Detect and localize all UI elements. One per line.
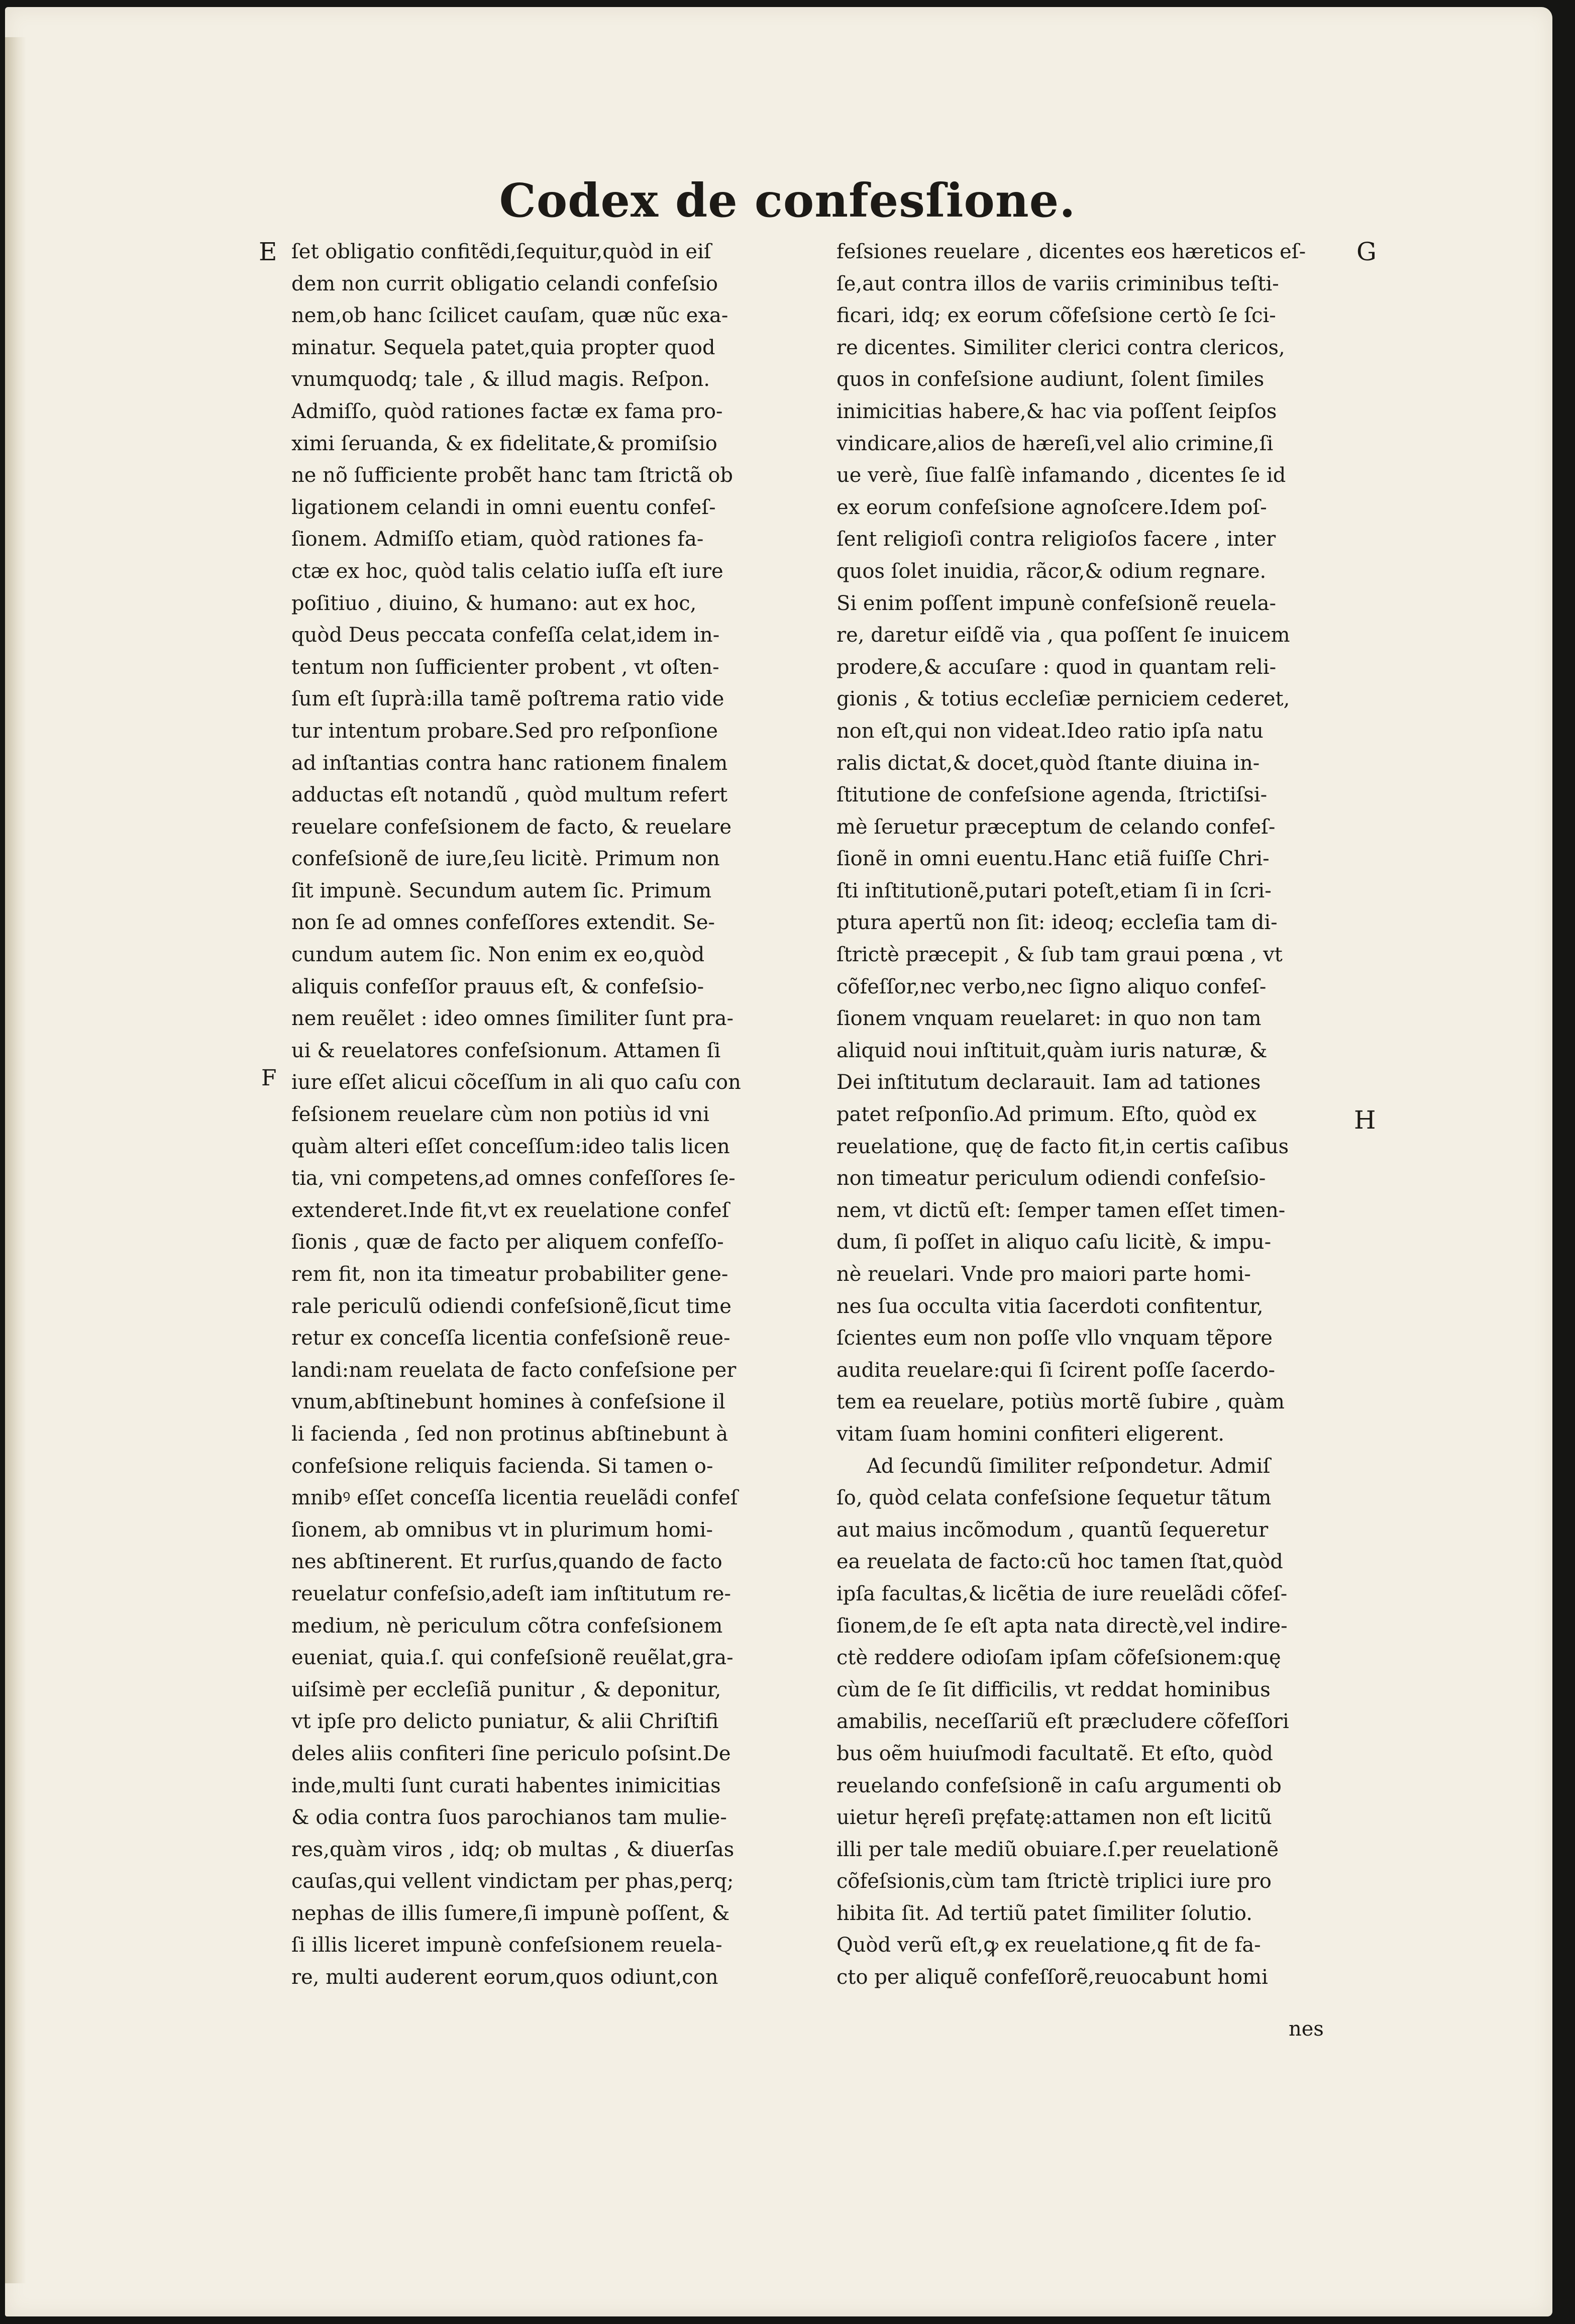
right-column-line: non eſt,qui non videat.Ideo ratio ipſa natu	[836, 719, 1264, 743]
right-column-line: feſsiones reuelare , dicentes eos hæreticos eſ-	[836, 240, 1306, 263]
left-column-line: Admiſſo, quòd rationes factæ ex fama pro-	[291, 399, 723, 423]
right-column-line: non timeatur periculum odiendi confeſsio-	[836, 1167, 1266, 1190]
right-column-line: audita reuelare:qui ſi ſcirent poſſe ſacerdo-	[836, 1358, 1276, 1382]
right-column-line: ſcientes eum non poſſe vllo vnquam tẽpore	[836, 1327, 1273, 1350]
left-column-line: reuelare confeſsionem de facto, & reuelare	[291, 815, 731, 839]
left-column-line: vnum,abſtinebunt homines à confeſsione il	[291, 1390, 725, 1414]
right-column-line: vitam ſuam homini confiteri eligerent.	[836, 1422, 1225, 1446]
left-column-line: inde,multi ſunt curati habentes inimicitias	[291, 1774, 721, 1797]
right-column-line: quos ſolet inuidia, rãcor,& odium regnare.	[836, 559, 1267, 583]
left-column-line: ſum eſt ſuprà:illa tamẽ poſtrema ratio vide	[291, 687, 724, 711]
page-gutter-shadow	[5, 37, 26, 2283]
right-column-line: cto per aliquẽ confeſſorẽ,reuocabunt homi	[836, 1966, 1268, 1989]
left-column-line: ſionem, ab omnibus vt in plurimum homi-	[291, 1518, 713, 1542]
left-column-line: vnumquodq; tale , & illud magis. Reſpon.	[291, 368, 710, 391]
catchword: nes	[1289, 2017, 1324, 2041]
left-column-line: rem fit, non ita timeatur probabiliter gene-	[291, 1263, 728, 1286]
left-column-line: ne nõ ſufficiente probẽt hanc tam ſtrictã ob	[291, 464, 733, 487]
left-column-line: cauſas,qui vellent vindictam per phas,perq;	[291, 1870, 734, 1893]
left-column-line: re, multi auderent eorum,quos odiunt,con	[291, 1966, 718, 1989]
left-column-line: nem,ob hanc ſcilicet cauſam, quæ nũc exa-	[291, 304, 728, 328]
left-column-line: ſionem. Admiſſo etiam, quòd rationes fa-	[291, 528, 704, 551]
left-column-line: ligationem celandi in omni euentu confeſ-	[291, 495, 716, 519]
right-column-line: ea reuelata de facto:cũ hoc tamen ſtat,quòd	[836, 1550, 1283, 1574]
left-column-line: iure eſſet alicui cõceſſum in ali quo caſu con	[291, 1071, 741, 1094]
left-column-line: ſet obligatio confitẽdi,ſequitur,quòd in eiſ	[291, 240, 711, 263]
right-column-line: gionis , & totius eccleſiæ perniciem cederet,	[836, 687, 1290, 711]
left-column-line: ui & reuelatores confeſsionum. Attamen ſi	[291, 1039, 721, 1062]
right-column-line: ptura apertũ non ſit: ideoq; eccleſia tam di-	[836, 911, 1278, 935]
left-column-line: ſit impunè. Secundum autem ſic. Primum	[291, 879, 712, 902]
left-column-line: extenderet.Inde fit,vt ex reuelatione confeſ	[291, 1198, 729, 1222]
left-column-line: dem non currit obligatio celandi confeſsio	[291, 272, 718, 295]
right-column-line: ſionẽ in omni euentu.Hanc etiã fuiſſe Chri-	[836, 847, 1270, 871]
margin-letter-e: E	[259, 237, 277, 266]
left-column-line: reuelatur confeſsio,adeſt iam inſtitutum re-	[291, 1582, 731, 1605]
right-column-line: Dei inſtitutum declarauit. Iam ad tationes	[836, 1071, 1261, 1094]
right-column-line: patet reſponſio.Ad primum. Eſto, quòd ex	[836, 1103, 1257, 1127]
right-column-line: amabilis, neceſſariũ eſt præcludere cõfeſſori	[836, 1710, 1289, 1734]
right-column-line: ipſa facultas,& licẽtia de iure reuelãdi cõfeſ-	[836, 1582, 1288, 1605]
left-column-line: ad inſtantias contra hanc rationem finalem	[291, 751, 728, 775]
right-column-line: vindicare,alios de hæreſi,vel alio crimine,ſi	[836, 432, 1274, 455]
left-column-line: poſitiuo , diuino, & humano: aut ex hoc,	[291, 591, 697, 615]
right-column-line: ficari, idq; ex eorum cõfeſsione certò ſe ſci-	[836, 304, 1276, 328]
left-column-line: mnibꝰ eſſet conceſſa licentia reuelãdi confeſ	[291, 1486, 738, 1510]
left-column-line: ximi ſeruanda, & ex fidelitate,& promiſsio	[291, 432, 717, 455]
right-column-line: bus oẽm huiuſmodi facultatẽ. Et eſto, quòd	[836, 1742, 1273, 1765]
right-column-line: inimicitias habere,& hac via poſſent ſeipſos	[836, 399, 1277, 423]
left-column-line: vt ipſe pro delicto puniatur, & alii Chriſtifi	[291, 1710, 719, 1734]
right-column-line: Si enim poſſent impunè confeſsionẽ reuela-	[836, 591, 1276, 615]
left-column-line: landi:nam reuelata de facto confeſsione per	[291, 1358, 737, 1382]
right-column-line: cõfeſsionis,cùm tam ſtrictè triplici iure pro	[836, 1870, 1272, 1893]
right-column-line: nem, vt dictũ eſt: ſemper tamen eſſet timen-	[836, 1198, 1286, 1222]
left-column-line: ſionis , quæ de facto per aliquem confeſſo-	[291, 1231, 724, 1254]
left-column-line: uiſsimè per eccleſiã punitur , & deponitur,	[291, 1678, 721, 1701]
right-column-line: ue verè, ſiue falſè infamando , dicentes ſe id	[836, 464, 1286, 487]
right-column-line: ſionem vnquam reuelaret: in quo non tam	[836, 1007, 1262, 1031]
right-column-line: tem ea reuelare, potiùs mortẽ ſubire , quàm	[836, 1390, 1285, 1414]
right-column-line: Quòd verũ eſt,ꝙ ex reuelatione,ꝗ fit de fa-	[836, 1934, 1261, 1957]
left-column-line: deles aliis confiteri ſine periculo poſsint.De	[291, 1742, 731, 1765]
right-column-line: re, daretur eiſdẽ via , qua poſſent ſe inuicem	[836, 624, 1290, 647]
left-column-line: medium, nè periculum cõtra confeſsionem	[291, 1614, 723, 1638]
right-column-line: ctè reddere odioſam ipſam cõfeſsionem:quę	[836, 1646, 1281, 1670]
right-column-line: quos in confeſsione audiunt, ſolent ſimiles	[836, 368, 1265, 391]
right-column-line: ſo, quòd celata confeſsione ſequetur tãtum	[836, 1486, 1272, 1510]
left-column-line: rale periculũ odiendi confeſsionẽ,ſicut time	[291, 1294, 731, 1318]
left-column-line: tur intentum probare.Sed pro reſponſione	[291, 719, 718, 743]
right-column-line: mè ſeruetur præceptum de celando confeſ-	[836, 815, 1276, 839]
right-column-line: hibita ſit. Ad tertiũ patet ſimiliter ſolutio.	[836, 1901, 1252, 1925]
left-column-line: tentum non ſufficienter probent , vt oſten-	[291, 655, 719, 679]
left-column-line: li facienda , ſed non protinus abſtinebunt à	[291, 1422, 728, 1446]
right-column-line: cõfeſſor,nec verbo,nec ſigno aliquo confeſ-	[836, 975, 1267, 998]
left-column-line: confeſsione reliquis facienda. Si tamen o-	[291, 1454, 713, 1478]
left-column-line: confeſsionẽ de iure,ſeu licitè. Primum non	[291, 847, 720, 871]
page-header-title: Codex de confesſione.	[499, 173, 1076, 228]
left-column-line: quòd Deus peccata confeſſa celat,idem in-	[291, 624, 720, 647]
right-column-line: prodere,& accuſare : quod in quantam reli-	[836, 655, 1277, 679]
left-column-line: minatur. Sequela patet,quia propter quod	[291, 336, 715, 359]
margin-letter-h: H	[1354, 1105, 1376, 1135]
left-column-line: ſi illis liceret impunè confeſsionem reuela-	[291, 1934, 722, 1957]
right-column-line: illi per tale mediũ obuiare.ſ.per reuelationẽ	[836, 1838, 1279, 1861]
right-column-line: dum, ſi poſſet in aliquo caſu licitè, & impu-	[836, 1231, 1272, 1254]
right-column-line: Ad ſecundũ ſimiliter reſpondetur. Admiſ	[867, 1454, 1271, 1478]
right-column-line: ſent religioſi contra religioſos facere , inter	[836, 528, 1276, 551]
left-column-line: tia, vni competens,ad omnes confeſſores ſe-	[291, 1167, 736, 1190]
right-column-line: ſe,aut contra illos de variis criminibus teſti-	[836, 272, 1279, 295]
left-column-line: adductas eſt notandũ , quòd multum refert	[291, 783, 727, 807]
margin-letter-f: F	[261, 1065, 277, 1091]
left-column-line: retur ex conceſſa licentia confeſsionẽ reue-	[291, 1327, 730, 1350]
right-column-line: ralis dictat,& docet,quòd ſtante diuina in-	[836, 751, 1260, 775]
right-column-line: ſionem,de ſe eſt apta nata directè,vel indire-	[836, 1614, 1288, 1638]
right-text-column	[836, 236, 1349, 1994]
left-column-line: nes abſtinerent. Et rurſus,quando de facto	[291, 1550, 722, 1574]
margin-letter-g: G	[1356, 237, 1377, 266]
left-column-line: res,quàm viros , idq; ob multas , & diuerſas	[291, 1838, 734, 1861]
left-column-line: nem reuẽlet : ideo omnes ſimiliter ſunt pra-	[291, 1007, 733, 1031]
right-column-line: ſtitutione de confeſsione agenda, ſtrictiſsi-	[836, 783, 1268, 807]
right-column-line: uietur hęreſi pręfatę:attamen non eſt licitũ	[836, 1806, 1272, 1830]
left-column-line: quàm alteri eſſet conceſſum:ideo talis licen	[291, 1135, 730, 1158]
right-column-line: nè reuelari. Vnde pro maiori parte homi-	[836, 1263, 1251, 1286]
right-column-line: ſti inſtitutionẽ,putari poteſt,etiam ſi in ſcri-	[836, 879, 1272, 902]
right-column-line: reuelando confeſsionẽ in caſu argumenti ob	[836, 1774, 1282, 1797]
right-column-line: ſtrictè præcepit , & ſub tam graui pœna , vt	[836, 943, 1283, 967]
left-text-column	[291, 236, 794, 1994]
left-column-line: aliquis confeſſor prauus eſt, & confeſsio-	[291, 975, 704, 998]
right-column-line: nes ſua occulta vitia ſacerdoti confitentur,	[836, 1294, 1264, 1318]
right-column-line: ex eorum confeſsione agnoſcere.Idem poſ-	[836, 495, 1267, 519]
left-column-line: feſsionem reuelare cùm non potiùs id vni	[291, 1103, 710, 1127]
left-column-line: ctæ ex hoc, quòd talis celatio iuſſa eſt iure	[291, 559, 723, 583]
left-column-line: & odia contra ſuos parochianos tam mulie-	[291, 1806, 727, 1830]
left-column-line: nephas de illis ſumere,ſi impunè poſſent, &	[291, 1901, 730, 1925]
right-column-line: cùm de ſe ſit difficilis, vt reddat hominibus	[836, 1678, 1271, 1701]
right-column-line: reuelatione, quę de facto fit,in certis caſibus	[836, 1135, 1289, 1158]
right-column-line: aut maius incõmodum , quantũ ſequeretur	[836, 1518, 1269, 1542]
right-column-line: re dicentes. Similiter clerici contra clericos,	[836, 336, 1285, 359]
left-column-line: eueniat, quia.ſ. qui confeſsionẽ reuẽlat,gra-	[291, 1646, 733, 1670]
right-column-line: aliquid noui inſtituit,quàm iuris naturæ, &	[836, 1039, 1268, 1062]
left-column-line: non ſe ad omnes confeſſores extendit. Se-	[291, 911, 715, 935]
left-column-line: cundum autem ſic. Non enim ex eo,quòd	[291, 943, 705, 967]
